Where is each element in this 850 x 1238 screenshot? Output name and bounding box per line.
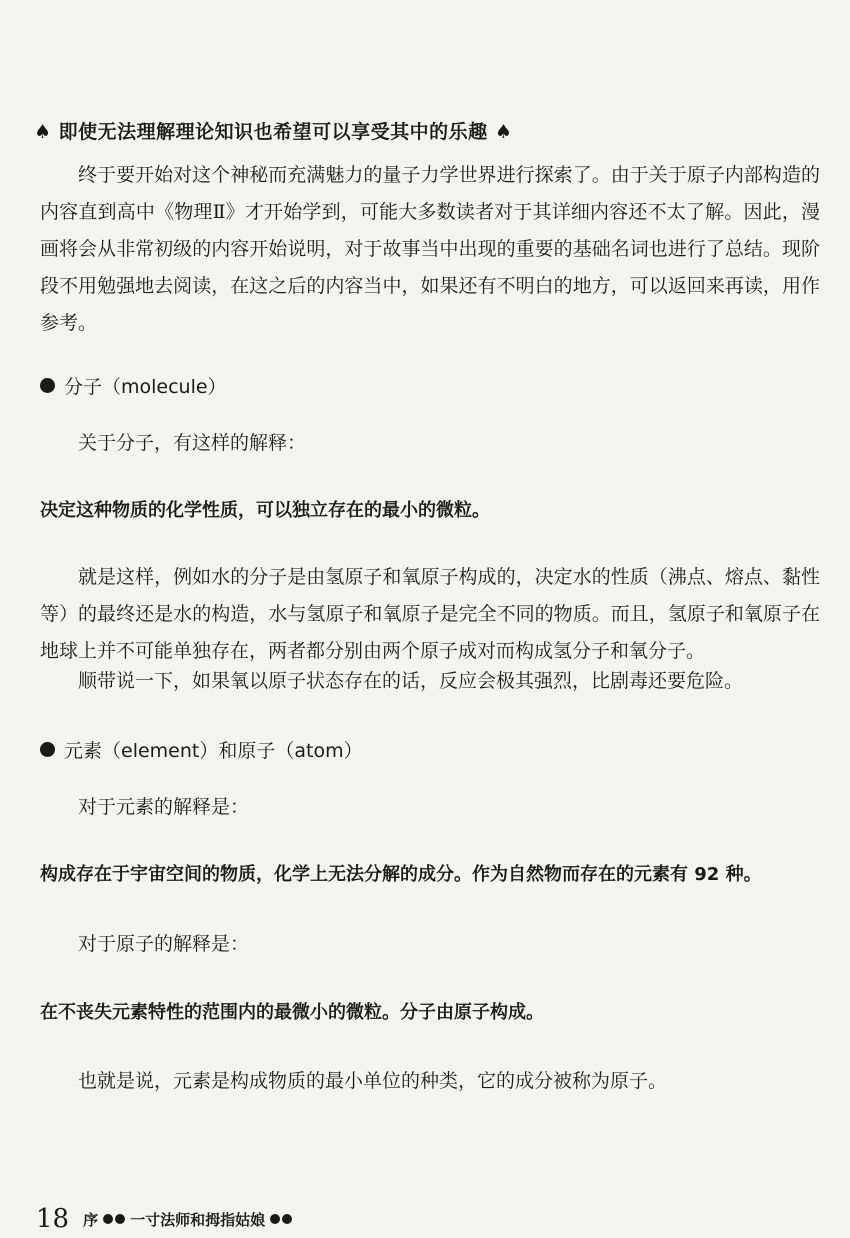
spade-icon: ♠ (494, 121, 513, 143)
intro-heading (34, 117, 512, 144)
intro-heading-text: 即使无法理解理论知识也希望可以享受其中的乐趣 (58, 121, 488, 143)
decorative-dots-icon (269, 1214, 293, 1224)
decorative-dots-icon (102, 1214, 126, 1224)
element-atom-heading-text: 元素（element）和原子（atom） (64, 740, 363, 762)
atom-definition: 在不丧失元素特性的范围内的最微小的微粒。分子由原子构成。 (40, 1002, 544, 1023)
chapter-title: 一寸法师和拇指姑娘 (130, 1210, 266, 1229)
running-header (83, 1209, 297, 1230)
bullet-icon (40, 378, 55, 393)
chapter-label: 序 (83, 1210, 99, 1229)
atom-lead: 对于原子的解释是： (78, 933, 250, 955)
molecule-explanation: 就是这样，例如水的分子是由氢原子和氧原子构成的，决定水的性质（沸点、熔点、黏性等）的最终还是水的构造，水与氢原子和氧原子是完全不同的物质。而且，氢原子和氧原子在地球上并不可能单独存在，两者都分别由两个原子成对而构成氢分子和氧分子。 (40, 566, 820, 662)
bullet-icon (40, 742, 55, 757)
element-atom-conclusion: 也就是说，元素是构成物质的最小单位的种类，它的成分被称为原子。 (78, 1070, 668, 1092)
page-number: 18 (36, 1204, 70, 1234)
element-definition: 构成存在于宇宙空间的物质，化学上无法分解的成分。作为自然物而存在的元素有 92 种。 (40, 864, 762, 885)
molecule-note: 顺带说一下，如果氧以原子状态存在的话，反应会极其强烈，比剧毒还要危险。 (78, 670, 744, 692)
element-atom-heading (40, 736, 363, 763)
element-lead: 对于元素的解释是： (78, 796, 250, 818)
intro-paragraph: 终于要开始对这个神秘而充满魅力的量子力学世界进行探索了。由于关于原子内部构造的内容直到高中《物理Ⅱ》才开始学到，可能大多数读者对于其详细内容还不太了解。因此，漫画将会从非常初级的内容开始说明，对于故事当中出现的重要的基础名词也进行了总结。现阶段不用勉强地去阅读，在这之后的内容当中，如果还有不明白的地方，可以返回来再读，用作参考。 (40, 164, 820, 334)
spade-icon: ♠ (34, 121, 52, 143)
molecule-definition: 决定这种物质的化学性质，可以独立存在的最小的微粒。 (40, 500, 490, 521)
molecule-heading (40, 372, 227, 399)
molecule-heading-text: 分子（molecule） (64, 376, 227, 398)
molecule-lead: 关于分子，有这样的解释： (78, 432, 307, 454)
page-footer (36, 1204, 297, 1234)
